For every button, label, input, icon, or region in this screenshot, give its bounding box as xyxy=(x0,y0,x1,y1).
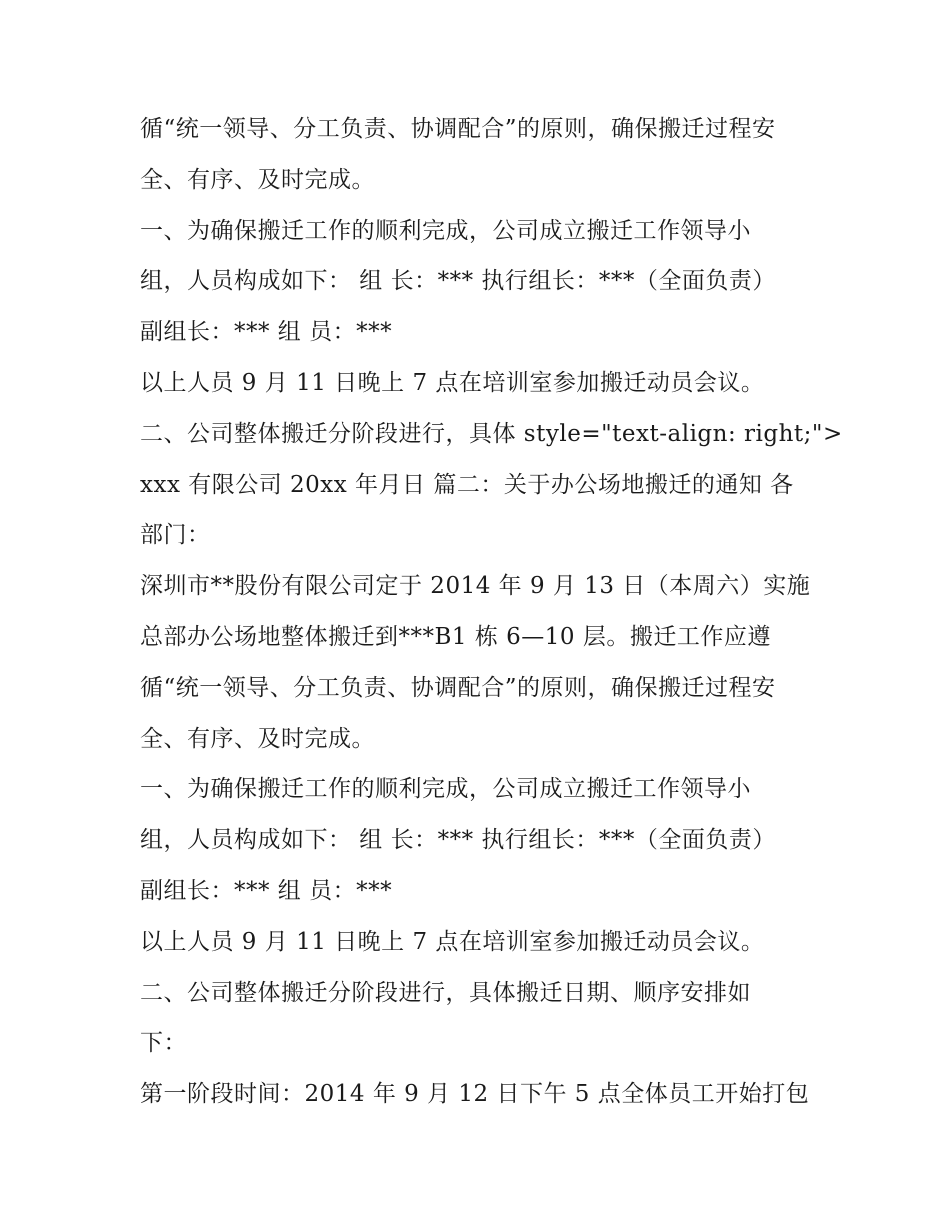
text-line: 二、公司整体搬迁分阶段进行，具体 style="text-align: right;"> xyxy=(140,420,843,447)
text-line: 下： xyxy=(140,1030,187,1057)
text-line: 全、有序、及时完成。 xyxy=(140,725,375,752)
text-line: 副组长：*** 组 员：*** xyxy=(140,877,393,904)
text-line: 以上人员 9 月 11 日晚上 7 点在培训室参加搬迁动员会议。 xyxy=(140,928,765,955)
text-line: 二、公司整体搬迁分阶段进行，具体搬迁日期、顺序安排如 xyxy=(140,979,751,1006)
document-body xyxy=(140,104,843,1120)
text-line: 循“统一领导、分工负责、协调配合”的原则，确保搬迁过程安 xyxy=(140,116,776,142)
text-line: 循“统一领导、分工负责、协调配合”的原则，确保搬迁过程安 xyxy=(140,674,776,701)
text-line: 组，人员构成如下： 组 长：*** 执行组长：***（全面负责） xyxy=(140,827,776,854)
text-line: 一、为确保搬迁工作的顺利完成，公司成立搬迁工作领导小 xyxy=(140,217,751,244)
text-line: 第一阶段时间：2014 年 9 月 12 日下午 5 点全体员工开始打包 xyxy=(140,1081,810,1108)
text-line: 以上人员 9 月 11 日晚上 7 点在培训室参加搬迁动员会议。 xyxy=(140,369,765,396)
text-line: 一、为确保搬迁工作的顺利完成，公司成立搬迁工作领导小 xyxy=(140,776,751,803)
text-line: 部门： xyxy=(140,522,211,549)
text-line: 全、有序、及时完成。 xyxy=(140,166,375,193)
text-line: 组，人员构成如下： 组 长：*** 执行组长：***（全面负责） xyxy=(140,268,776,295)
text-line: 总部办公场地整体搬迁到***B1 栋 6—10 层。搬迁工作应遵 xyxy=(140,623,771,650)
text-line: xxx 有限公司 20xx 年月日 篇二：关于办公场地搬迁的通知 各 xyxy=(140,471,794,498)
text-line: 副组长：*** 组 员：*** xyxy=(140,319,393,346)
text-line: 深圳市**股份有限公司定于 2014 年 9 月 13 日（本周六）实施 xyxy=(140,573,811,600)
